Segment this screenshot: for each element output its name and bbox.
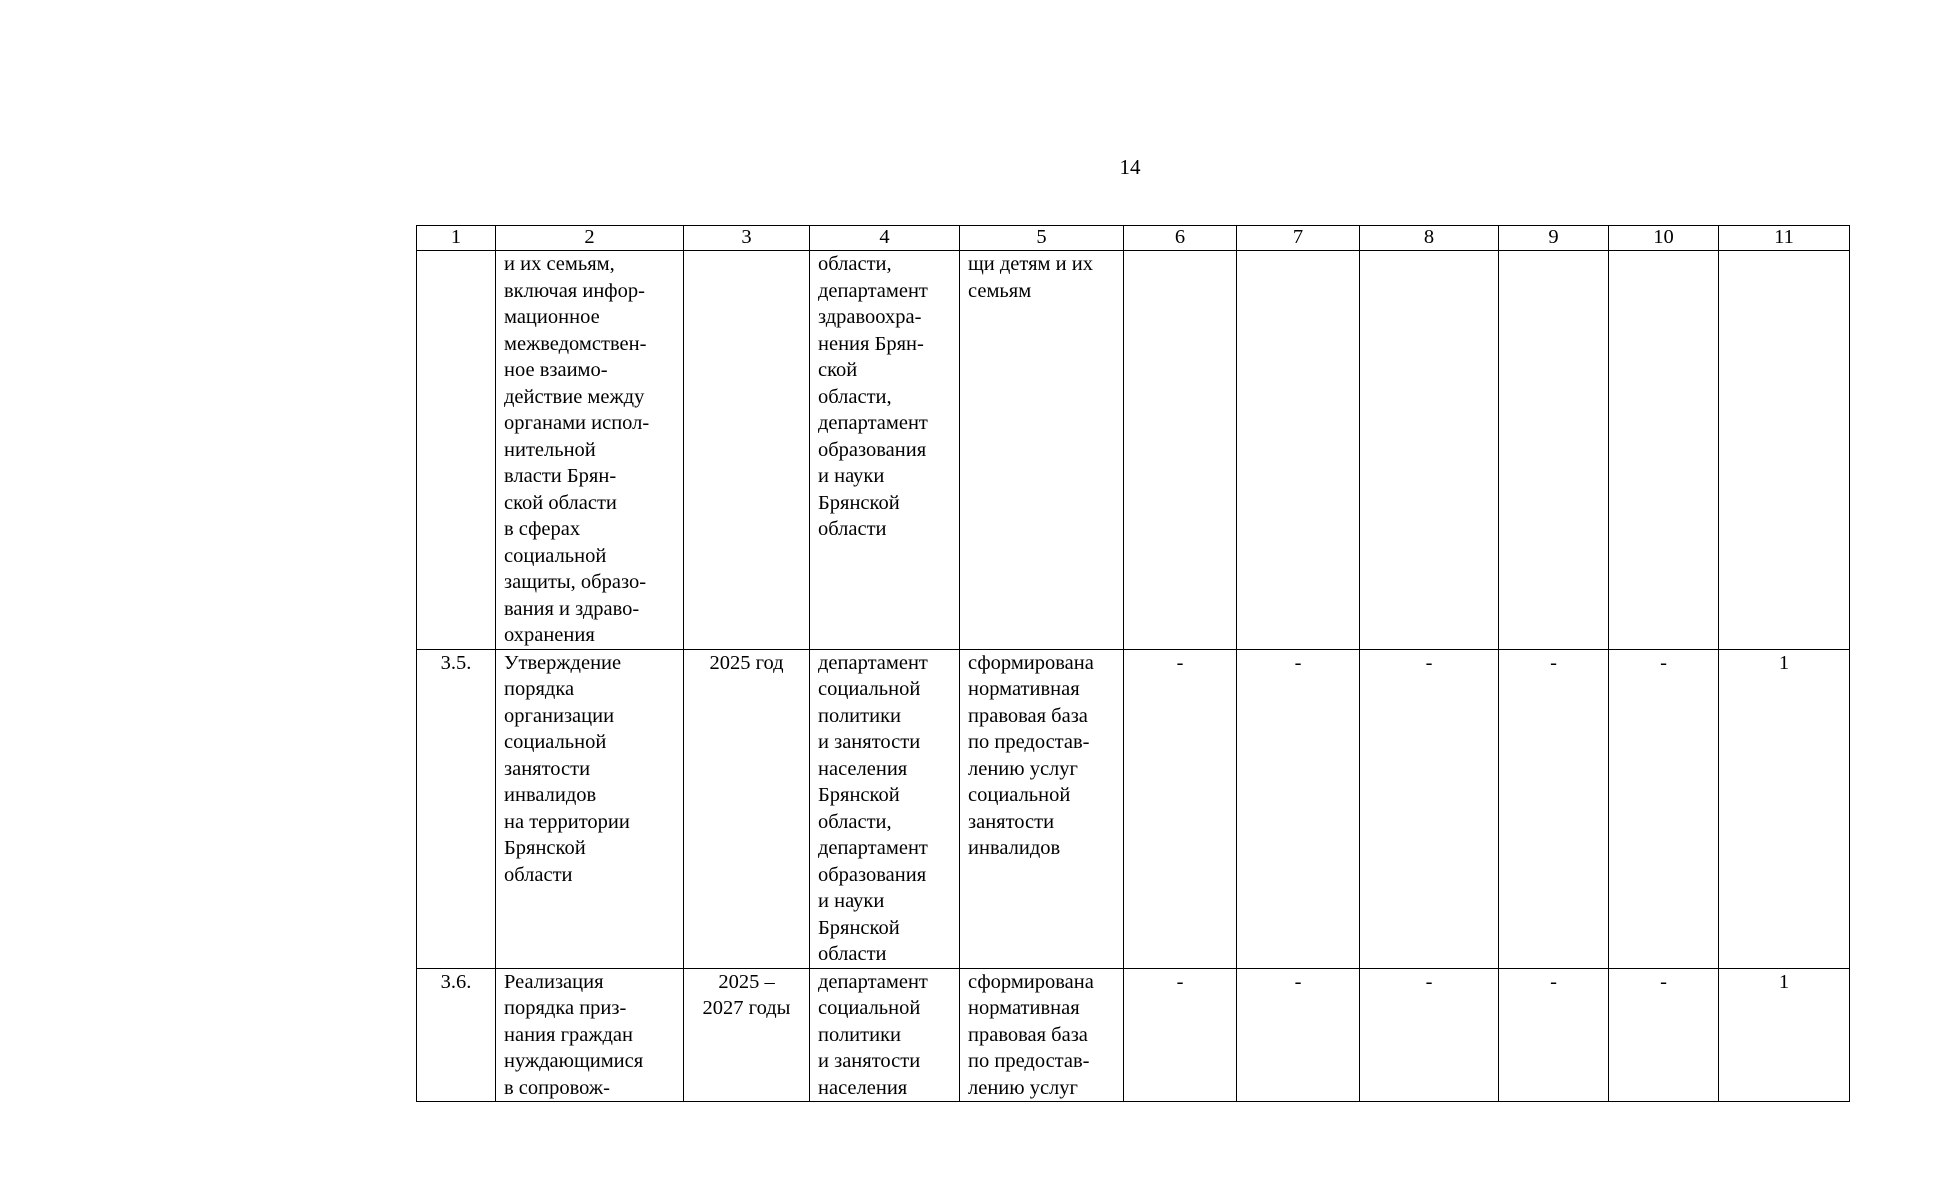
executor-cell: департамент социальной политики и занятости населения [810, 968, 960, 1102]
value-cell [1499, 251, 1609, 650]
value-cell: - [1360, 968, 1499, 1102]
row-number: 3.6. [417, 968, 496, 1102]
row-number [417, 251, 496, 650]
executor-cell: департамент социальной политики и занятости населения Брянской области, департамент образования и науки Брянской области [810, 649, 960, 968]
value-cell [1719, 251, 1850, 650]
column-header: 1 [417, 226, 496, 251]
result-cell: сформирована нормативная правовая база по предостав- лению услуг [960, 968, 1124, 1102]
event-cell: Утверждение порядка организации социальной занятости инвалидов на территории Брянской области [496, 649, 684, 968]
value-cell [1124, 251, 1237, 650]
value-cell: - [1609, 649, 1719, 968]
measures-table [416, 225, 1850, 1102]
event-cell: и их семьям, включая инфор- мационное межведомствен- ное взаимо- действие между органами испол- нительной власти Брян- ской области в сферах социальной защиты, образо- вания и здраво- охранения [496, 251, 684, 650]
value-cell: - [1609, 968, 1719, 1102]
executor-cell: области, департамент здравоохра- нения Брян- ской области, департамент образования и науки Брянской области [810, 251, 960, 650]
table-row [417, 968, 1850, 1102]
result-cell: сформирована нормативная правовая база по предостав- лению услуг социальной занятости инвалидов [960, 649, 1124, 968]
term-cell [684, 251, 810, 650]
column-header: 4 [810, 226, 960, 251]
column-header: 5 [960, 226, 1124, 251]
term-cell: 2025 – 2027 годы [684, 968, 810, 1102]
term-cell: 2025 год [684, 649, 810, 968]
value-cell: - [1237, 649, 1360, 968]
event-cell: Реализация порядка приз- нания граждан нуждающимися в сопровож- [496, 968, 684, 1102]
value-cell: - [1124, 649, 1237, 968]
table-row [417, 649, 1850, 968]
value-cell [1237, 251, 1360, 650]
value-cell: 1 [1719, 968, 1850, 1102]
column-header: 8 [1360, 226, 1499, 251]
value-cell [1360, 251, 1499, 650]
result-cell: щи детям и их семьям [960, 251, 1124, 650]
value-cell: - [1124, 968, 1237, 1102]
value-cell: - [1499, 649, 1609, 968]
column-header: 3 [684, 226, 810, 251]
value-cell: 1 [1719, 649, 1850, 968]
column-header: 10 [1609, 226, 1719, 251]
value-cell: - [1360, 649, 1499, 968]
page-number: 14 [1119, 155, 1141, 179]
column-header: 11 [1719, 226, 1850, 251]
column-header: 7 [1237, 226, 1360, 251]
column-header: 2 [496, 226, 684, 251]
table-header-row [417, 226, 1850, 251]
value-cell: - [1237, 968, 1360, 1102]
table-row [417, 251, 1850, 650]
row-number: 3.5. [417, 649, 496, 968]
column-header: 6 [1124, 226, 1237, 251]
value-cell [1609, 251, 1719, 650]
value-cell: - [1499, 968, 1609, 1102]
column-header: 9 [1499, 226, 1609, 251]
